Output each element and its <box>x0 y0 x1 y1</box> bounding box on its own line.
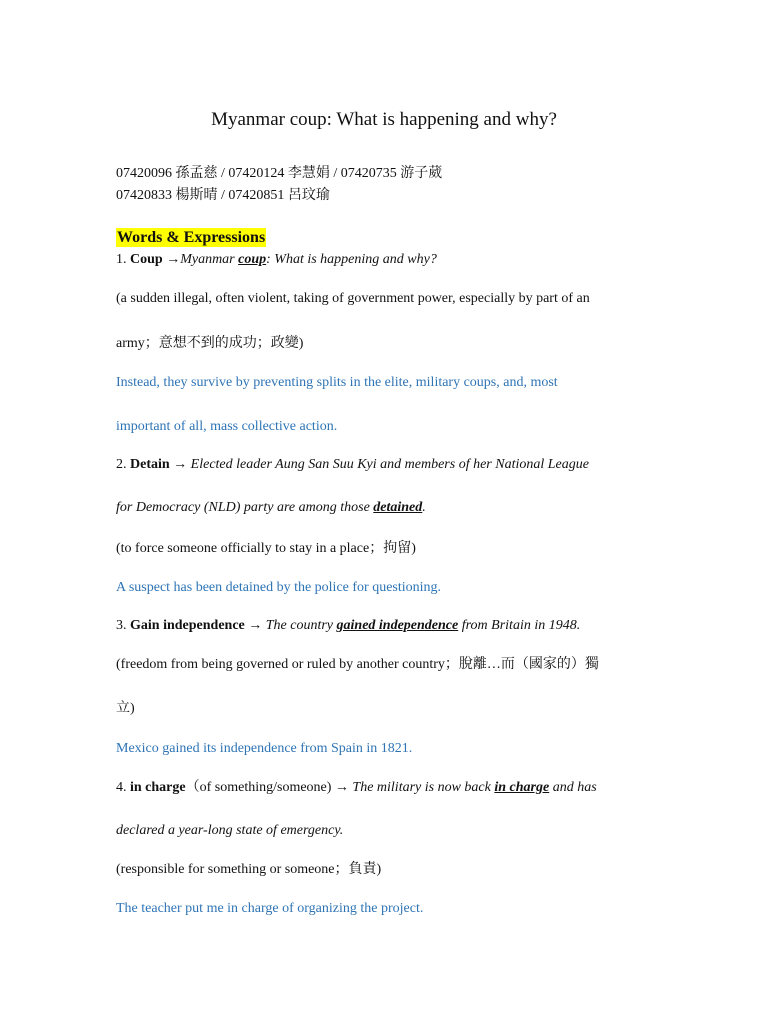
example-text: for Democracy (NLD) party are among those <box>116 500 374 515</box>
entry-charge-example-2: declared a year-long state of emergency. <box>116 823 344 838</box>
example-text: Myanmar <box>180 252 239 267</box>
entry-number: 2. <box>116 457 130 472</box>
example-keyword: coup <box>238 252 267 267</box>
entry-number: 4. <box>116 780 130 795</box>
example-text: from Britain in 1948. <box>458 618 581 633</box>
entry-detain-headline <box>116 456 589 474</box>
authors-line-1: 07420096 孫孟慈 / 07420124 李慧娟 / 07420735 游子葳 <box>116 166 443 181</box>
entry-term: Coup <box>130 252 163 267</box>
section-heading <box>116 229 266 248</box>
example-text: . <box>422 500 426 515</box>
entry-independence-definition-1: (freedom from being governed or ruled by another country；脫離…而（國家的）獨 <box>116 657 599 672</box>
entry-coup-sentence-1: Instead, they survive by preventing splits in the elite, military coups, and, most <box>116 375 558 390</box>
example-keyword: gained independence <box>336 618 459 633</box>
section-heading-text: Words & Expressions <box>117 229 266 246</box>
entry-coup-definition-2: army；意想不到的成功；政變) <box>116 336 304 351</box>
entry-number: 3. <box>116 618 130 633</box>
arrow: → <box>244 618 266 633</box>
entry-usage: （of something/someone) → <box>185 780 353 795</box>
example-text: Elected leader Aung San Suu Kyi and members of her National League <box>190 457 589 472</box>
entry-charge-definition: (responsible for something or someone；負責) <box>116 862 382 877</box>
entry-independence-definition-2: 立) <box>116 701 135 716</box>
example-text: The country <box>265 618 337 633</box>
authors-line-2: 07420833 楊斯晴 / 07420851 呂玟瑜 <box>116 188 330 203</box>
example-text: The military is now back <box>352 780 495 795</box>
entry-term: in charge <box>130 780 186 795</box>
entry-detain-sentence: A suspect has been detained by the police for questioning. <box>116 580 442 595</box>
entry-detain-definition: (to force someone officially to stay in a place；拘留) <box>116 541 416 556</box>
entry-term: Gain independence <box>130 618 245 633</box>
entry-independence-headline <box>116 617 580 635</box>
entry-detain-example-2 <box>116 499 426 517</box>
example-keyword: in charge <box>494 780 550 795</box>
entry-coup-headline <box>116 251 437 269</box>
arrow: → <box>169 457 191 472</box>
example-text: and has <box>549 780 597 795</box>
entry-charge-headline <box>116 779 597 797</box>
page-title: Myanmar coup: What is happening and why? <box>211 109 557 130</box>
entry-coup-sentence-2: important of all, mass collective action. <box>116 419 338 434</box>
arrow: → <box>162 252 181 267</box>
example-keyword: detained <box>373 500 423 515</box>
example-text: : What is happening and why? <box>266 252 437 267</box>
entry-independence-sentence: Mexico gained its independence from Spain in 1821. <box>116 741 413 756</box>
entry-term: Detain <box>130 457 170 472</box>
entry-charge-sentence: The teacher put me in charge of organizing the project. <box>116 901 424 916</box>
entry-number: 1. <box>116 252 130 267</box>
entry-coup-definition-1: (a sudden illegal, often violent, taking of government power, especially by part of an <box>116 291 590 306</box>
